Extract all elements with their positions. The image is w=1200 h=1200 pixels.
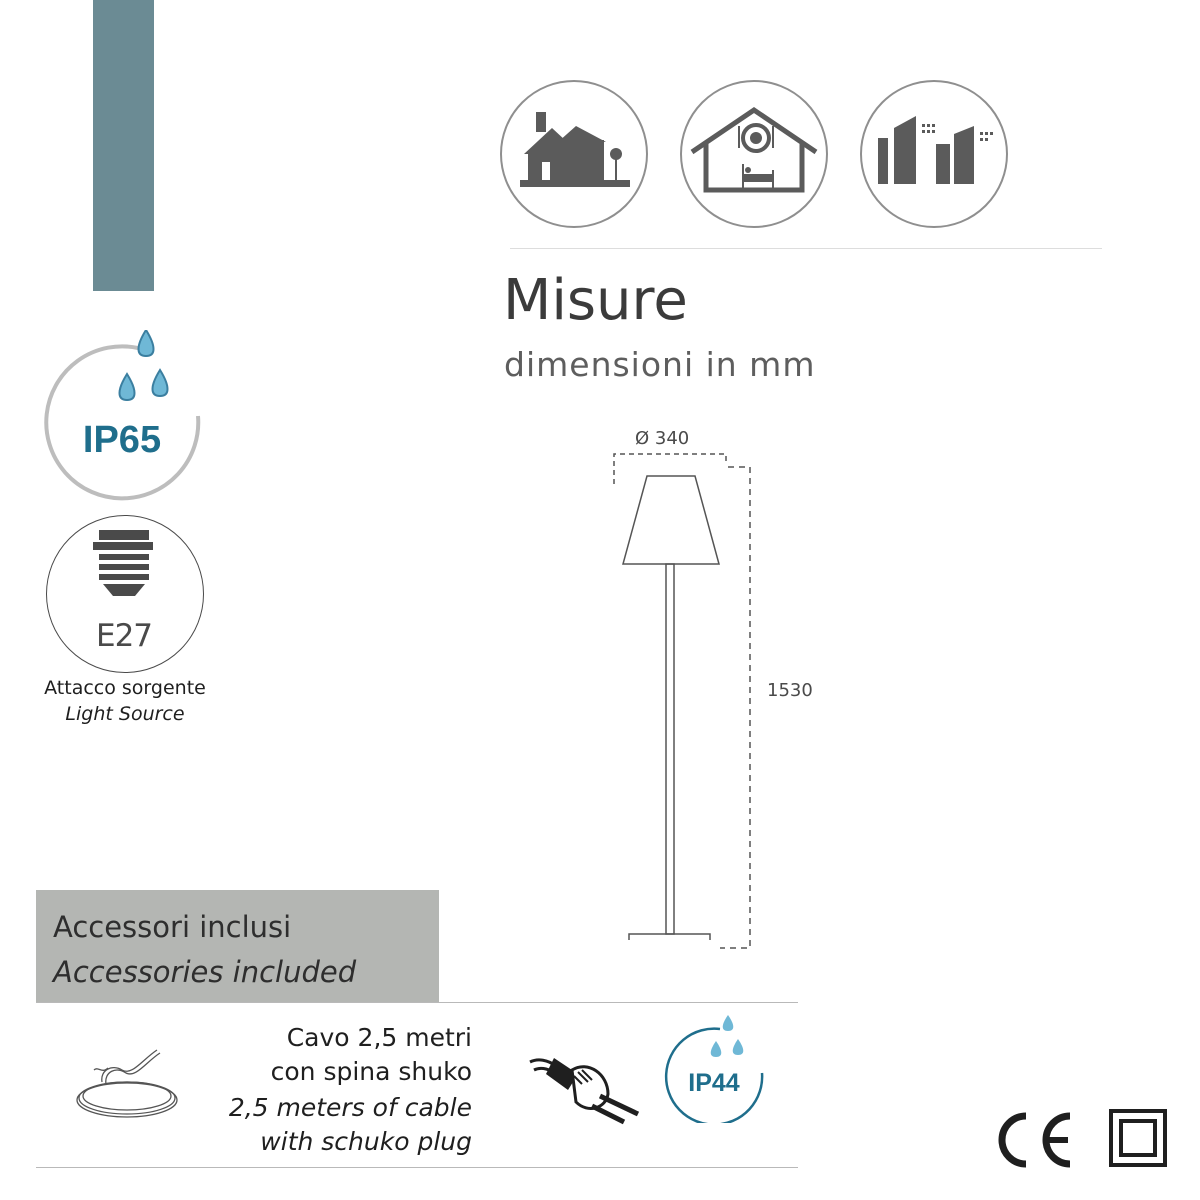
cable-desc-it-1: Cavo 2,5 metri <box>286 1023 472 1052</box>
water-drop-icon <box>711 1015 744 1057</box>
diameter-label: Ø 340 <box>635 428 690 449</box>
lamp-base <box>629 934 710 940</box>
accessories-divider-top <box>36 1002 798 1003</box>
indoor-icon <box>680 80 828 228</box>
ip65-label: IP65 <box>82 419 162 461</box>
ip44-badge <box>660 1013 770 1123</box>
lamp-shade <box>623 476 719 564</box>
cable-coil-icon <box>72 1040 182 1120</box>
outdoor-icon <box>500 80 648 228</box>
accent-bar <box>93 0 154 291</box>
height-label: 1530 <box>767 680 813 701</box>
ce-mark-icon <box>990 1108 1080 1168</box>
accessories-title-en: Accessories included <box>53 955 357 989</box>
double-square-icon <box>1108 1108 1168 1168</box>
dimensions-title: Misure <box>503 268 688 333</box>
socket-type: E27 <box>96 618 153 654</box>
urban-icon <box>860 80 1008 228</box>
house-garden-icon <box>502 82 646 226</box>
accessories-title-it: Accessori inclusi <box>53 910 292 944</box>
accessories-divider-bottom <box>36 1167 798 1168</box>
light-source-label-en: Light Source <box>65 703 185 725</box>
water-drop-icon <box>120 330 168 400</box>
indoor-home-icon <box>682 82 826 226</box>
diameter-dimension-line <box>614 454 726 484</box>
cable-desc-it-2: con spina shuko <box>270 1057 472 1086</box>
top-divider <box>510 248 1102 249</box>
ip44-label: IP44 <box>688 1069 740 1097</box>
height-dimension-line <box>720 467 750 948</box>
cable-desc-en-2: with schuko plug <box>260 1127 472 1156</box>
cable-desc-en-1: 2,5 meters of cable <box>228 1093 472 1122</box>
light-source-label-it: Attacco sorgente <box>44 677 206 699</box>
city-buildings-icon <box>862 82 1006 226</box>
ip65-badge <box>40 330 210 505</box>
lamp-pole <box>666 564 674 934</box>
schuko-plug-icon <box>528 1040 653 1125</box>
dimensions-subtitle: dimensioni in mm <box>504 345 816 384</box>
